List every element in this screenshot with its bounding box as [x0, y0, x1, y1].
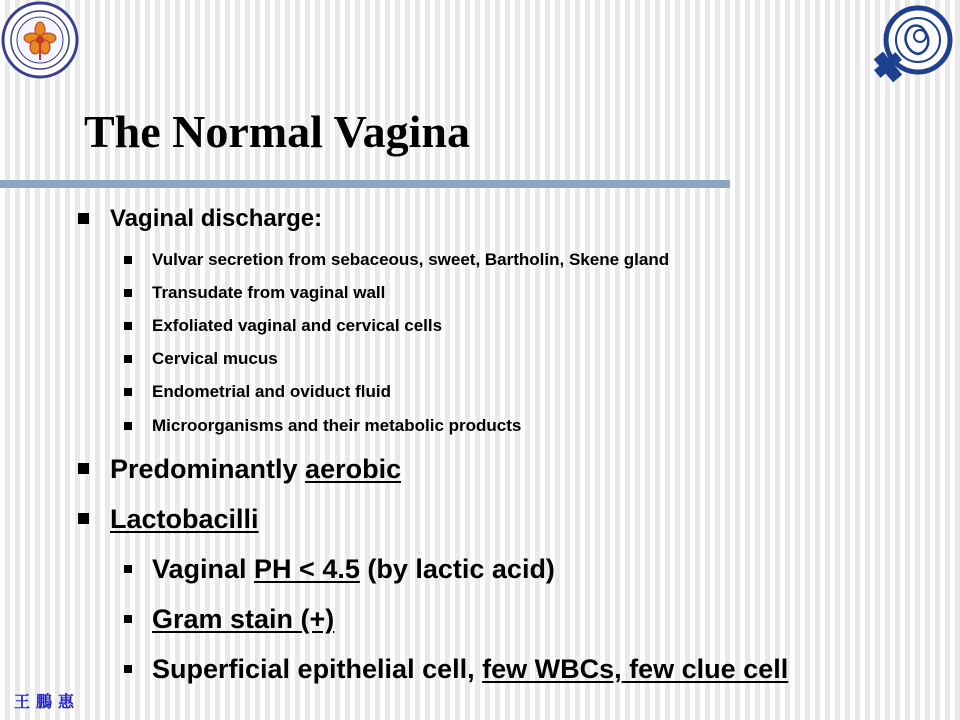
- square-bullet-icon: [124, 289, 132, 297]
- bullet-text-prefix: Vaginal: [152, 554, 255, 584]
- square-bullet-icon: [124, 388, 132, 396]
- bullet-text: Vulvar secretion from sebaceous, sweet, Bartholin, Skene gland: [152, 250, 670, 269]
- sub-bullet-transudate: [152, 281, 385, 305]
- bullet-text: Exfoliated vaginal and cervical cells: [152, 316, 443, 335]
- underlined-term: Lactobacilli: [110, 504, 259, 534]
- slide-title: The Normal Vagina: [84, 106, 470, 157]
- footer-author: 王鵬惠: [14, 692, 81, 711]
- square-bullet-icon: [124, 665, 132, 673]
- sub-bullet-exfoliated-cells: [152, 314, 442, 338]
- sub-bullet-endometrial-fluid: [152, 380, 391, 404]
- square-bullet-icon: [124, 565, 132, 573]
- sub-bullet-vaginal-ph: [152, 552, 555, 586]
- square-bullet-icon: [78, 513, 89, 524]
- square-bullet-icon: [124, 256, 132, 264]
- bullet-text: Endometrial and oviduct fluid: [152, 382, 391, 401]
- bullet-text: Transudate from vaginal wall: [152, 283, 386, 302]
- sub-bullet-microorganisms: [152, 414, 521, 438]
- bullet-predominantly-aerobic: [110, 452, 401, 486]
- square-bullet-icon: [124, 422, 132, 430]
- bullet-vaginal-discharge: [110, 203, 322, 235]
- square-bullet-icon: [124, 355, 132, 363]
- sub-bullet-vulvar-secretion: [152, 248, 669, 272]
- bullet-text: Cervical mucus: [152, 349, 278, 368]
- bullet-text: Vaginal discharge:: [110, 205, 323, 232]
- bullet-text-suffix: (by lactic acid): [359, 554, 555, 584]
- bullet-text-prefix: Predominantly: [110, 454, 306, 484]
- bullet-text-prefix: Superficial epithelial cell,: [152, 654, 483, 684]
- bullet-text: Microorganisms and their metabolic products: [152, 416, 522, 435]
- sub-bullet-superficial-epithelial: [152, 652, 788, 686]
- square-bullet-icon: [78, 463, 89, 474]
- underlined-term: PH < 4.5: [254, 554, 360, 584]
- sub-bullet-cervical-mucus: [152, 347, 278, 371]
- underlined-term: Gram stain (+): [152, 604, 335, 634]
- underlined-term: few WBCs, few clue cell: [482, 654, 789, 684]
- square-bullet-icon: [78, 213, 89, 224]
- bullet-lactobacilli: [110, 502, 259, 536]
- square-bullet-icon: [124, 615, 132, 623]
- sub-bullet-gram-stain: [152, 602, 334, 636]
- square-bullet-icon: [124, 322, 132, 330]
- underlined-term: aerobic: [305, 454, 402, 484]
